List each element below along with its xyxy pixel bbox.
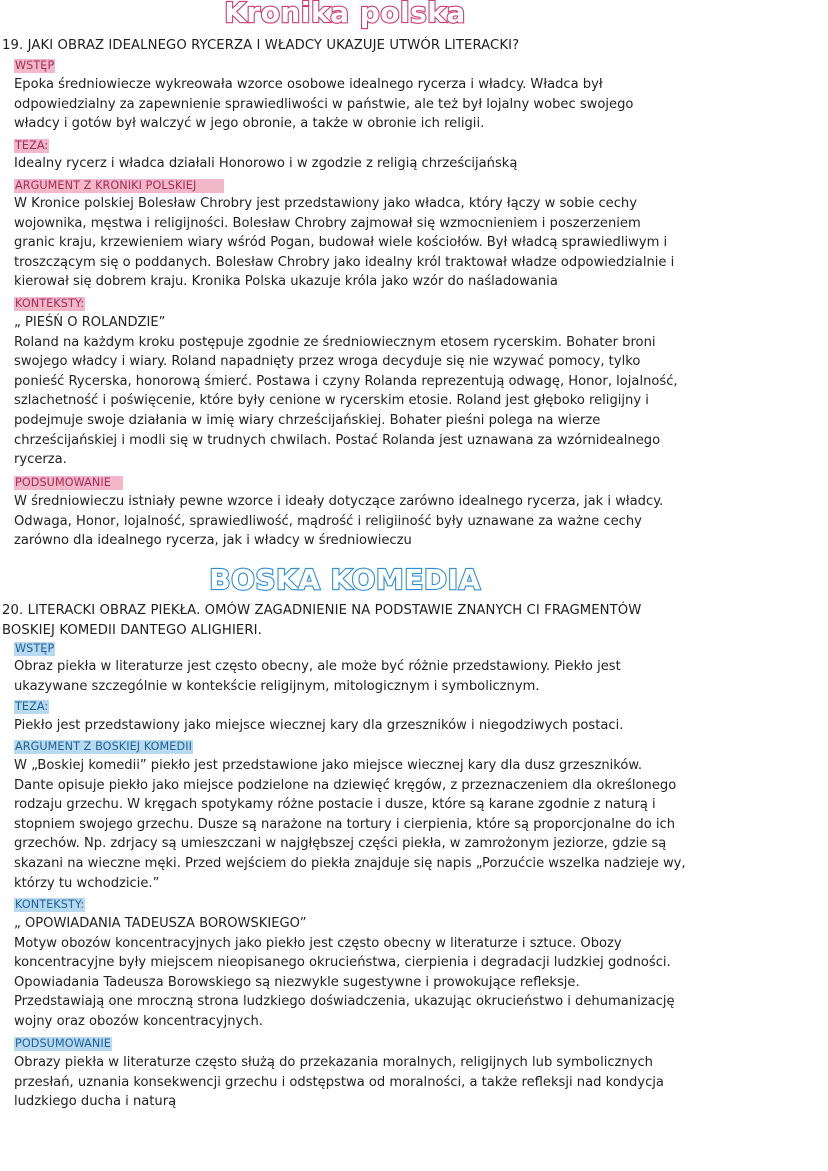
label-wstep: WSTĘP [15, 59, 55, 72]
label-teza: TEZA: [15, 700, 49, 713]
label-wstep: WSTĘP [15, 642, 55, 655]
label-podsumowanie: PODSUMOWANIE [14, 476, 123, 490]
label-argument: ARGUMENT Z KRONIKI POLSKIEJ [14, 179, 224, 193]
label-argument: ARGUMENT Z BOSKIEJ KOMEDII [15, 740, 192, 753]
label-teza: TEZA: [15, 139, 49, 152]
paragraph-podsumowanie: W średniowieczu istniały pewne wzorce i ideały dotyczące zarówno idealnego rycerza, jak i władcy. Odwaga, Honor, lojalność, sprawiedliwość, mądrość i religiiność były uznawane za ważne cechy zarówno dla idealnego rycerza, jak i władcy w średniowieczu [14, 494, 664, 549]
paragraph-konteksty: „ OPOWIADANIA TADEUSZA BOROWSKIEGO” Motyw obozów koncentracyjnych jako piekło jest często obecny w literaturze i sztuce. Obozy koncentracyjne były miejscem nieopisanego okrucieństwa, cierpienia i degradacji ludzkiej godności. Opowiadania Tadeusza Borowskiego są niezwykle sugestywne i prowokujące refleksje. Przedstawiają one mroczną strona ludzkiego doświadczenia, ukazując okrucieństwo i dehumanizację wojny oraz obozów koncentracyjnych. [14, 916, 675, 1029]
label-konteksty: KONTEKSTY: [15, 898, 85, 911]
paragraph-argument: W „Boskiej komedii” piekło jest przedstawione jako miejsce wiecznej kary dla dusz grzeszników. Dante opisuje piekło jako miejsce podzielone na dziewięć kręgów, z przeznaczeniem dla określonego rodzaju grzechu. W kręgach spotykamy różne postacie i dusze, które są karane zgodnie z naturą i stopniem swojego grzechu. Dusze są narażone na tortury i cierpienia, które są proporcjonalne do ich grzechów. Np. zdrjacy są umieszczani w najgłębszej części piekła, w zamrożonym jeziorze, gdzie są skazani na wieczne męki. Przed wejściem do piekła znajduje się napis „Porzućcie wszelka nadzieje wy, którzy tu wchodzicie.” [14, 758, 686, 891]
paragraph-teza: Idealny rycerz i władca działali Honorowo i w zgodzie z religią chrześcijańską [14, 156, 518, 171]
paragraph-teza: Piekło jest przedstawiony jako miejsce wiecznej kary dla grzeszników i niegodziwych postaci. [14, 718, 624, 733]
section-title-boska-komedia: BOSKA KOMEDIA [209, 563, 481, 596]
label-konteksty: KONTEKSTY: [15, 297, 85, 310]
paragraph-wstep: Epoka średniowiecze wykreowała wzorce osobowe idealnego rycerza i władcy. Władca był odpowiedzialny za zapewnienie sprawiedliwości w państwie, ale też był lojalny wobec swojego władcy i gotów był walczyć w jego obronie, a także w obronie ich religii. [14, 77, 634, 132]
question-20: 20. LITERACKI OBRAZ PIEKŁA. OMÓW ZAGADNIENIE NA PODSTAWIE ZNANYCH CI FRAGMENTÓW BOSKIEJ KOMEDII DANTEGO ALIGHIERI. [2, 603, 642, 638]
question-19: 19. JAKI OBRAZ IDEALNEGO RYCERZA I WŁADCY UKAZUJE UTWÓR LITERACKI? [2, 38, 520, 53]
label-podsumowanie: PODSUMOWANIE [15, 1037, 111, 1050]
paragraph-konteksty: „ PIEŚŃ O ROLANDZIE” Roland na każdym kroku postępuje zgodnie ze średniowiecznym etosem rycerskim. Bohater broni swojego władcy i wiary. Roland napadnięty przez wroga decyduje się nie wzywać pomocy, tylko ponieść Rycerska, honorową śmierć. Postawa i czyny Rolanda reprezentują odwagę, Honor, lojalność, szlachetność i poświęcenie, które były cenione w rycerskim etosie. Roland jest głęboko religijny i podejmuje swoje działania w imię wiary chrześcijańskiej. Bohater pieśni polega na wierze chrześcijańskiej i modli się w trudnych chwilach. Postać Rolanda jest uznawana za wzórnidealnego rycerza. [14, 315, 678, 468]
section-title-kronika-polska: Kronika polska [224, 0, 466, 29]
paragraph-wstep: Obraz piekła w literaturze jest często obecny, ale może być różnie przedstawiony. Piekło jest ukazywane szczególnie w kontekście religijnym, mitologicznym i symbolicznym. [14, 659, 621, 694]
paragraph-podsumowanie: Obrazy piekła w literaturze często służą do przekazania moralnych, religijnych lub symbolicznych przesłań, uznania konsekwencji grzechu i odstępstwa od moralności, a także refleksji nad kondycja ludzkiego ducha i naturą [14, 1055, 664, 1110]
paragraph-argument: W Kronice polskiej Bolesław Chrobry jest przedstawiony jako władca, który łączy w sobie cechy wojownika, męstwa i religijności. Bolesław Chrobry zajmował się wzmocnieniem i poszerzeniem granic kraju, krzewieniem wiary wśród Pogan, budował wiele kościołów. Był władcą sprawiedliwym i troszczącym się o poddanych. Bolesław Chrobry jako idealny król traktował władze odpowiedzialnie i kierował się dobrem kraju. Kronika Polska ukazuje króla jako wzór do naśladowania [14, 196, 675, 290]
